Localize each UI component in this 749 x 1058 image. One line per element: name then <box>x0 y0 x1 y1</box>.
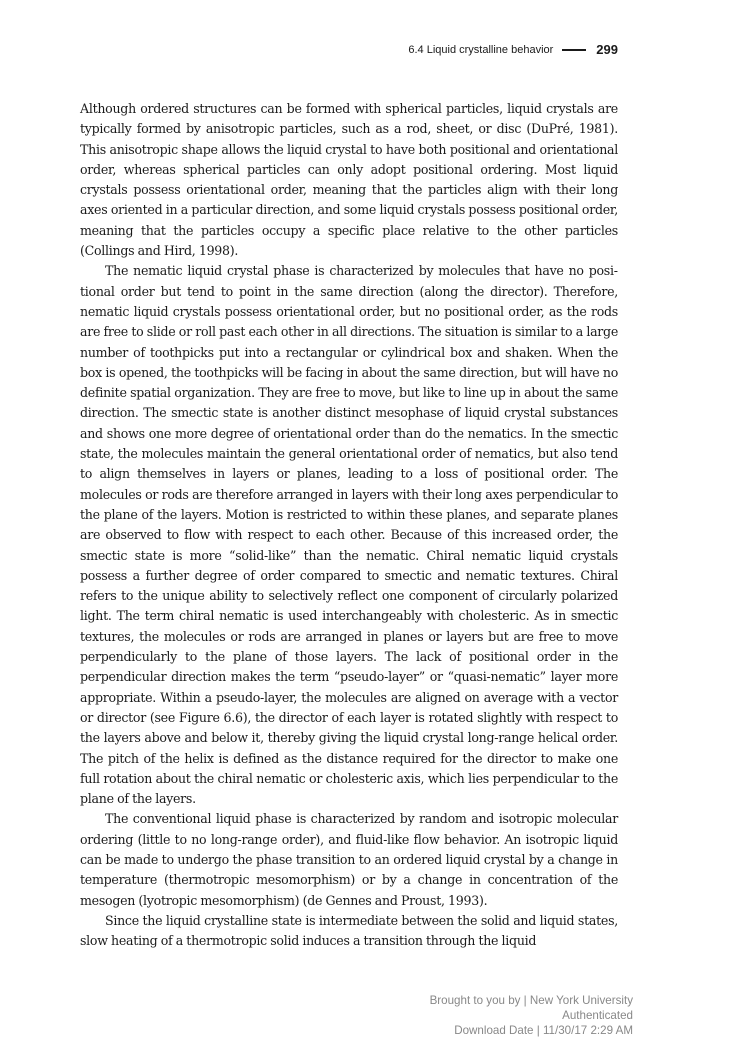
page-number: 299 <box>596 42 618 57</box>
access-footer <box>430 993 633 1038</box>
paragraph-1: Although ordered structures can be formed with spherical particles, liquid crystals are typically formed by anisotropic particles, such as a rod, sheet, or disc (DuPré, 1981). This anisotropic shape allows the liquid crystal to have both positional and orientational order, whereas spherical particles can only adopt positional ordering. Most liquid crystals possess orientational order, meaning that the particles align with their long axes oriented in a particular direction, and some liquid crystals possess positional order, meaning that the particles occupy a specific place relative to the other particles (Collings and Hird, 1998). <box>80 101 618 259</box>
footer-auth: Authenticated <box>562 1009 633 1022</box>
section-title: 6.4 Liquid crystalline behavior <box>408 43 554 56</box>
footer-provider: Brought to you by | New York University <box>429 994 633 1007</box>
footer-download-date: Download Date | 11/30/17 2:29 AM <box>454 1024 633 1037</box>
body-text <box>80 99 618 951</box>
paragraph-3: The conventional liquid phase is characterized by random and isotropic molecular ordering (little to no long-range order), and fluid-like flow behavior. An isotropic liquid can be made to undergo the phase transition to an ordered liquid crystal by a change in temperature (thermotropic mesomorphism) or by a change in concentration of the mesogen (lyotropic mesomorphism) (de Gennes and Proust, 1993). <box>80 811 618 908</box>
paragraph-2: The nematic liquid crystal phase is characterized by molecules that have no positional order but tend to point in the same direction (along the director). Therefore, nematic liquid crystals possess orientational order, but no positional order, as the rods are free to slide or roll past each other in all directions. The situation is similar to a large number of toothpicks put into a rectangular or cylindrical box and shaken. When the box is opened, the toothpicks will be facing in about the same direction, but will have no definite spatial organization. They are free to move, but like to line up in about the same direction. The smectic state is another distinct mesophase of liquid crystal substances and shows one more degree of orientational order than do the nematics. In the smectic state, the molecules maintain the general orientational order of nematics, but also tend to align themselves in layers or planes, leading to a loss of positional order. The molecules or rods are therefore arranged in layers with their long axes perpendicular to the plane of the layers. Motion is restricted to within these planes, and separate planes are observed to flow with respect to each other. Because of this increased order, the smectic state is more “solid-like” than the nematic. Chiral nematic liquid crystals possess a further degree of order compared to smectic and nematic textures. Chiral refers to the unique ability to selectively reflect one component of circularly polarized light. The term chiral nematic is used interchangeably with cholesteric. As in smectic textures, the molecules or rods are arranged in planes or layers but are free to move perpendicularly to the plane of those layers. The lack of positional order in the perpendicular direction makes the term “pseudo-layer” or “quasi-nematic” layer more appropriate. Within a pseudo-layer, the molecules are aligned on average with a vector or director (see Figure 6.6), the director of each layer is rotated slightly with respect to the layers above and below it, thereby giving the liquid crystal long-range helical order. The pitch of the helix is defined as the distance required for the director to make one full rotation about the chiral nematic or cholesteric axis, which lies perpendicular to the plane of the layers. <box>80 263 618 807</box>
header-rule <box>562 49 586 51</box>
running-head <box>408 42 618 57</box>
paragraph-4: Since the liquid crystalline state is intermediate between the solid and liquid states, slow heating of a thermotropic solid induces a transition through the liquid <box>80 912 618 949</box>
